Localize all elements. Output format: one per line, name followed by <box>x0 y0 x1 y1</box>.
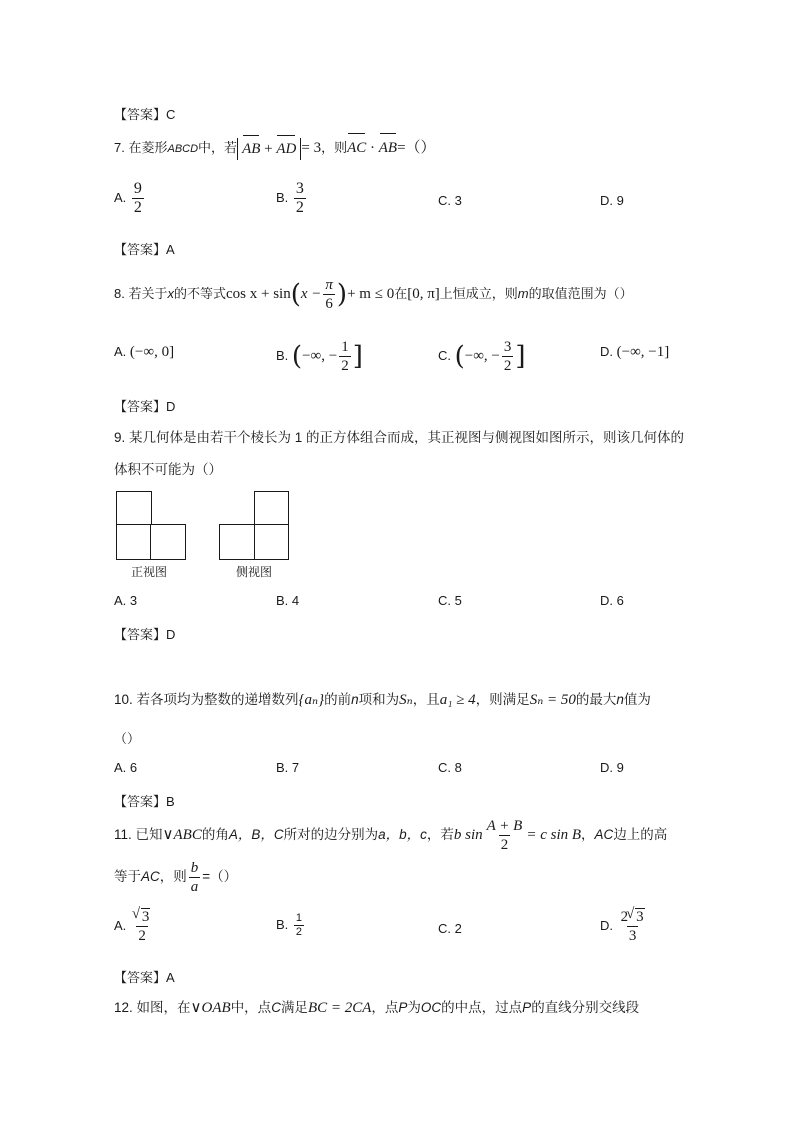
option-label: A. <box>114 593 127 608</box>
option-label: A. <box>114 189 127 205</box>
front-view-cell <box>116 524 152 560</box>
q11-option-a[interactable] <box>114 908 154 945</box>
q12-text-5: 为 <box>407 1000 421 1015</box>
q8-expr-2: x − <box>300 286 322 302</box>
q11-triangle: ∨ABC <box>162 827 202 843</box>
answer-q7: 【答案】A <box>114 242 175 257</box>
q10-text-7: 值为 <box>623 692 651 707</box>
q7-option-b[interactable] <box>276 180 308 217</box>
q12-triangle: ∨OAB <box>190 1000 231 1016</box>
q10-option-a[interactable] <box>114 760 137 775</box>
option-text: 6 <box>129 760 138 775</box>
q11-number: 11. <box>114 827 132 842</box>
option-label: A. <box>114 344 127 359</box>
q7-number: 7. <box>114 140 125 155</box>
frac-den: 2 <box>138 928 146 944</box>
frac-den: 6 <box>325 296 333 313</box>
option-text: 8 <box>454 760 462 775</box>
option-label: D. <box>600 593 613 608</box>
q8-text-4: 上恒成立，则 <box>439 286 518 301</box>
side-view-cell <box>219 524 256 560</box>
option-text: 3 <box>454 193 462 208</box>
question-10 <box>114 688 651 712</box>
front-view-cell <box>116 491 152 526</box>
q11-line2-c: =（） <box>202 869 238 884</box>
option-label: B. <box>276 760 289 775</box>
frac-num: 3 <box>295 180 304 197</box>
q12-text-4: ，点 <box>371 1000 399 1015</box>
option-pre: −∞, − <box>464 348 500 364</box>
q12-text-3: 满足 <box>280 1000 308 1015</box>
question-9-line-1: 9. 某几何体是由若干个棱长为 1 的正方体组合而成，其正视图与侧视图如图所示，则该几何体的 <box>114 430 685 445</box>
q7-vec-ac: AC <box>347 136 366 160</box>
q8-number: 8. <box>114 286 125 301</box>
q11-line2-a: 等于 <box>114 869 141 884</box>
q9-option-b[interactable] <box>276 593 299 608</box>
option-label: D. <box>600 917 613 933</box>
q7-eq3: = 3 <box>301 140 322 156</box>
q10-sn50: Sₙ = 50 <box>529 692 576 708</box>
answer-q6: 【答案】C <box>114 107 176 122</box>
frac-num: 1 <box>341 339 349 356</box>
q9-option-a[interactable] <box>114 593 137 608</box>
q10-sn: Sₙ <box>399 692 413 708</box>
q10-text-6: 的最大 <box>575 692 617 707</box>
option-text: (−∞, 0] <box>129 344 175 360</box>
q8-option-a[interactable] <box>114 344 174 361</box>
q10-text-2: 的前 <box>324 692 352 707</box>
q10-option-b[interactable] <box>276 760 299 775</box>
sqrt-radicand: 3 <box>636 909 644 925</box>
frac-num: 1 <box>295 912 303 924</box>
option-text: 9 <box>616 760 624 775</box>
option-label: C. <box>438 348 451 363</box>
q7-abcd: ABCD <box>167 143 199 155</box>
q8-rparen: ) <box>336 279 348 310</box>
q10-seq: {aₙ} <box>298 692 325 708</box>
q11-text-4: ，若 <box>426 827 454 842</box>
q12-point-p2: P <box>522 1000 532 1015</box>
q8-interval: [0, π] <box>407 286 440 302</box>
q11-option-d[interactable] <box>600 908 649 945</box>
option-text: 9 <box>616 193 624 208</box>
q8-option-b[interactable]: B. (−∞, − $\frac{1}{2}$ ] <box>276 339 363 375</box>
q11-text-2: 的角 <box>201 827 229 842</box>
q8-text-2: 的不等式 <box>173 286 226 301</box>
option-label: B. <box>276 189 289 205</box>
frac-num: 9 <box>133 180 142 197</box>
q11-ac: AC <box>594 827 614 842</box>
q9-option-d[interactable] <box>600 593 624 608</box>
q12-point-p: P <box>398 1000 408 1015</box>
q8-var-m: m <box>517 286 529 301</box>
q12-point-c: C <box>271 1000 281 1015</box>
q11-ac2: AC <box>141 869 160 884</box>
q7-option-a[interactable] <box>114 180 146 217</box>
q11-sides: a，b，c <box>378 827 427 842</box>
frac-den: 3 <box>628 928 637 944</box>
q11-bsin: b sin <box>453 827 483 843</box>
q7-text-2: 中，若 <box>198 140 238 155</box>
q12-oc: OC <box>420 1000 442 1015</box>
q10-text-3: 项和为 <box>358 692 400 707</box>
q12-number: 12. <box>114 1000 133 1015</box>
q10-number: 10. <box>114 692 133 707</box>
q11-text-6: 边上的高 <box>613 827 668 842</box>
q7-vec-ab2: AB <box>379 136 397 160</box>
question-11 <box>114 814 667 856</box>
q11-csin: = c sin B <box>526 827 582 843</box>
option-text: 4 <box>291 593 300 608</box>
q11-option-b[interactable] <box>276 912 306 939</box>
frac-den: a <box>190 878 199 895</box>
option-label: D. <box>600 760 613 775</box>
option-text: 6 <box>616 593 624 608</box>
q8-expr-3: + m ≤ 0 <box>347 286 395 302</box>
option-text: 7 <box>291 760 300 775</box>
question-7 <box>114 136 436 160</box>
frac-den: 2 <box>503 358 512 375</box>
q11-text-1: 已知 <box>135 827 163 842</box>
q8-option-c[interactable]: C. (−∞, − $\frac{3}{2}$ ] <box>438 339 526 375</box>
front-view-caption: 正视图 <box>131 565 168 579</box>
frac-den: 2 <box>295 199 304 216</box>
option-label: B. <box>276 916 289 932</box>
q12-text-2: 中，点 <box>230 1000 272 1015</box>
option-label: C. <box>438 760 451 775</box>
option-text: (−∞, −1] <box>616 344 670 360</box>
frac-den: 2 <box>133 199 142 216</box>
frac-den: 2 <box>295 926 303 938</box>
q7-plus: + <box>264 140 273 157</box>
side-view-cell <box>254 491 289 526</box>
frac-num: A + B <box>486 817 523 834</box>
frac-den: 2 <box>341 358 349 375</box>
option-label: D. <box>600 344 613 359</box>
q7-vec-ab: AB <box>242 138 260 160</box>
q12-text-1: 如图，在 <box>136 1000 191 1015</box>
q10-option-c[interactable] <box>438 760 462 775</box>
question-12 <box>114 996 639 1020</box>
q7-text-3: ，则 <box>321 140 348 155</box>
q7-abs-expr <box>237 138 301 160</box>
q11-angles: A，B，C <box>228 827 284 842</box>
answer-q9: 【答案】D <box>114 627 176 642</box>
frac-den: 2 <box>500 836 509 853</box>
q7-option-c[interactable] <box>438 193 462 208</box>
answer-q11: 【答案】A <box>114 970 175 985</box>
frac-coef: 2 <box>620 909 629 925</box>
q10-text-5: ，则满足 <box>475 692 530 707</box>
q10-a1: a₁ ≥ 4 <box>439 692 476 708</box>
front-view-cell <box>150 524 186 560</box>
q7-eq-paren: =（） <box>397 140 436 156</box>
option-text: 3 <box>129 593 138 608</box>
question-8 <box>114 274 633 314</box>
q11-text-3: 所对的边分别为 <box>283 827 379 842</box>
frac-num: b <box>190 859 199 876</box>
option-label: A. <box>114 760 127 775</box>
option-label: B. <box>276 348 289 363</box>
q12-equation: BC = 2CA <box>307 1000 372 1016</box>
answer-q8: 【答案】D <box>114 399 176 414</box>
q8-option-d[interactable] <box>600 344 669 361</box>
question-11-line-2 <box>114 858 237 896</box>
sqrt-radicand: 3 <box>141 909 150 925</box>
question-9-line-2: 体积不可能为（） <box>114 462 222 477</box>
side-view-cell <box>254 524 289 560</box>
option-label: C. <box>438 921 451 936</box>
q10-text-4: ，且 <box>412 692 440 707</box>
question-10-line-2: （） <box>114 731 141 746</box>
option-label: C. <box>438 593 451 608</box>
q8-lparen: ( <box>290 279 301 310</box>
q7-text-1: 在菱形 <box>128 140 168 155</box>
frac-num: π <box>325 277 333 294</box>
q10-text-1: 若各项均为整数的递增数列 <box>136 692 299 707</box>
q8-text-3: 在 <box>394 286 408 301</box>
q8-text-1: 若关于 <box>128 286 168 301</box>
q7-dot: · <box>370 140 376 156</box>
q11-line2-b: ，则 <box>159 869 187 884</box>
q8-text-5: 的取值范围为（） <box>528 286 633 301</box>
q8-expr-1: cos x + sin <box>226 286 291 302</box>
option-text: 5 <box>454 593 462 608</box>
q12-text-6: 的中点，过点 <box>441 1000 523 1015</box>
q11-text-5: ， <box>581 827 595 842</box>
q12-text-7: 的直线分别交线段 <box>531 1000 640 1015</box>
option-label: B. <box>276 593 289 608</box>
option-label: D. <box>600 193 613 208</box>
option-label: C. <box>438 193 451 208</box>
option-label: A. <box>114 917 127 933</box>
q11-option-c[interactable] <box>438 921 462 936</box>
q10-option-d[interactable] <box>600 760 624 775</box>
q7-option-d[interactable] <box>600 193 624 208</box>
answer-q10: 【答案】B <box>114 794 175 809</box>
q8-var-x: x <box>167 286 174 301</box>
frac-num: 3 <box>503 339 512 356</box>
option-text: 2 <box>454 921 462 936</box>
q9-option-c[interactable] <box>438 593 462 608</box>
side-view-caption: 侧视图 <box>236 565 273 579</box>
option-pre: −∞, − <box>302 348 338 364</box>
q10-var-n: n <box>351 692 359 707</box>
q7-vec-ad: AD <box>276 138 296 160</box>
q10-var-n2: n <box>616 692 624 707</box>
